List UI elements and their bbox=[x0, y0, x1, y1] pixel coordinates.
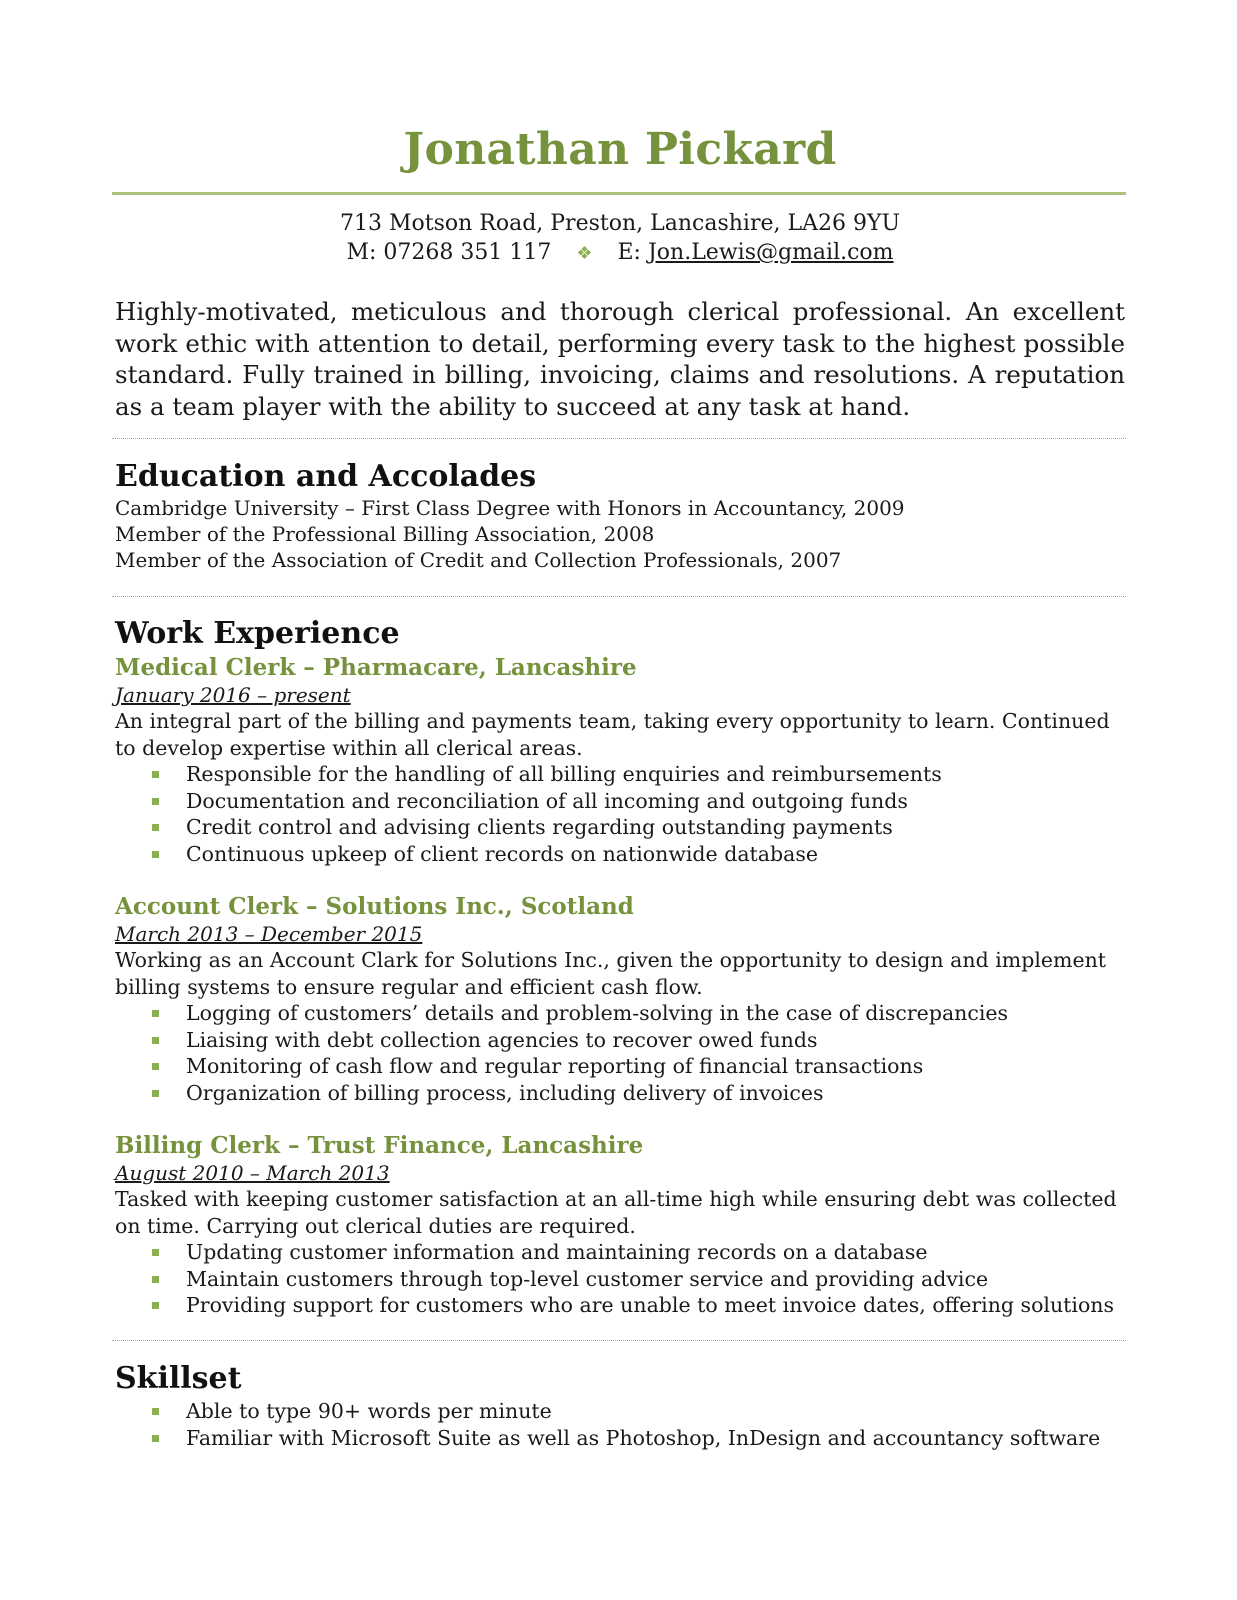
list-item: Familiar with Microsoft Suite as well as Photoshop, InDesign and accountancy software bbox=[115, 1425, 1100, 1452]
square-bullet-icon bbox=[152, 1010, 159, 1017]
job-title: Account Clerk – Solutions Inc., Scotland bbox=[115, 893, 634, 920]
section-divider bbox=[112, 438, 1126, 439]
mobile-number: M: 07268 351 117 bbox=[346, 240, 552, 265]
address: 713 Motson Road, Preston, Lancashire, LA26 9YU bbox=[339, 211, 901, 236]
email-label: E: bbox=[617, 240, 641, 265]
job-dates: March 2013 – December 2015 bbox=[115, 922, 423, 946]
square-bullet-icon bbox=[152, 1435, 159, 1442]
list-item: Liaising with debt collection agencies to recover owed funds bbox=[115, 1027, 1008, 1054]
list-item: Documentation and reconciliation of all incoming and outgoing funds bbox=[115, 788, 942, 815]
list-item: Monitoring of cash flow and regular reporting of financial transactions bbox=[115, 1053, 1008, 1080]
square-bullet-icon bbox=[152, 1249, 159, 1256]
list-item: Continuous upkeep of client records on nationwide database bbox=[115, 841, 942, 868]
list-item: Credit control and advising clients regarding outstanding payments bbox=[115, 814, 942, 841]
name-divider bbox=[112, 192, 1126, 195]
email-link[interactable]: Jon.Lewis@gmail.com bbox=[647, 240, 894, 265]
job-bullet-list bbox=[115, 761, 942, 868]
square-bullet-icon bbox=[152, 851, 159, 858]
diamond-separator-icon: ❖ bbox=[576, 243, 593, 264]
education-item: Member of the Association of Credit and Collection Professionals, 2007 bbox=[115, 548, 842, 572]
work-experience-heading: Work Experience bbox=[115, 616, 400, 651]
list-item: Providing support for customers who are unable to meet invoice dates, offering solutions bbox=[115, 1292, 1114, 1319]
list-item: Maintain customers through top-level customer service and providing advice bbox=[115, 1266, 1114, 1293]
square-bullet-icon bbox=[152, 771, 159, 778]
job-bullet-list bbox=[115, 1000, 1008, 1107]
square-bullet-icon bbox=[152, 1302, 159, 1309]
square-bullet-icon bbox=[152, 1090, 159, 1097]
education-item: Member of the Professional Billing Association, 2008 bbox=[115, 522, 655, 546]
skills-bullet-list bbox=[115, 1398, 1100, 1451]
square-bullet-icon bbox=[152, 1276, 159, 1283]
job-dates: August 2010 – March 2013 bbox=[115, 1161, 390, 1185]
job-title: Billing Clerk – Trust Finance, Lancashire bbox=[115, 1132, 644, 1159]
section-divider bbox=[112, 596, 1126, 597]
square-bullet-icon bbox=[152, 1037, 159, 1044]
education-heading: Education and Accolades bbox=[115, 459, 537, 494]
list-item: Responsible for the handling of all billing enquiries and reimbursements bbox=[115, 761, 942, 788]
square-bullet-icon bbox=[152, 798, 159, 805]
education-item: Cambridge University – First Class Degree with Honors in Accountancy, 2009 bbox=[115, 496, 905, 520]
square-bullet-icon bbox=[152, 824, 159, 831]
job-dates: January 2016 – present bbox=[115, 683, 351, 707]
list-item: Able to type 90+ words per minute bbox=[115, 1398, 1100, 1425]
section-divider bbox=[112, 1340, 1126, 1341]
list-item: Logging of customers’ details and problem-solving in the case of discrepancies bbox=[115, 1000, 1008, 1027]
job-description: Tasked with keeping customer satisfaction at an all-time high while ensuring debt was collected on time. Carrying out clerical duties are required. bbox=[115, 1187, 1117, 1238]
list-item: Updating customer information and maintaining records on a database bbox=[115, 1239, 1114, 1266]
contact-line bbox=[115, 240, 1125, 265]
job-bullet-list bbox=[115, 1239, 1114, 1319]
square-bullet-icon bbox=[152, 1408, 159, 1415]
job-description: Working as an Account Clark for Solutions Inc., given the opportunity to design and implement billing systems to ensure regular and efficient cash flow. bbox=[115, 948, 1107, 999]
job-title: Medical Clerk – Pharmacare, Lancashire bbox=[115, 654, 637, 681]
candidate-name: Jonathan Pickard bbox=[403, 124, 837, 175]
list-item: Organization of billing process, including delivery of invoices bbox=[115, 1080, 1008, 1107]
square-bullet-icon bbox=[152, 1063, 159, 1070]
profile-summary: Highly-motivated, meticulous and thorough clerical professional. An excellent work ethic with attention to detail, performing every task to the highest possible standard. Fully trained in billing, invoicing, claims and resolutions. A reputation as a team player with the ability to succeed at any task at hand. bbox=[115, 297, 1125, 421]
skillset-heading: Skillset bbox=[115, 1361, 242, 1396]
job-description: An integral part of the billing and payments team, taking every opportunity to learn. Continued to develop expertise within all clerical areas. bbox=[115, 709, 1110, 760]
